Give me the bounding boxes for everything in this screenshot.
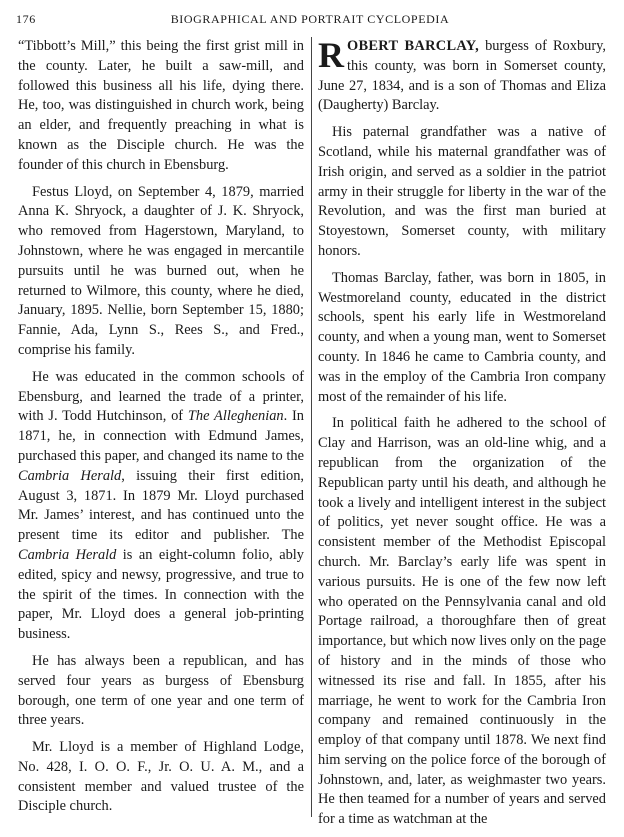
paragraph	[18, 368, 304, 645]
paragraph: Mr. Lloyd is a member of Highland Lodge, No. 428, I. O. O. F., Jr. O. U. A. M., and a consistent member and valued trustee of the Disciple church.	[18, 739, 304, 815]
text-run: . In 1871, he, in connection with Edmund James, purchased this paper, and changed its name to the	[18, 408, 304, 464]
page-header	[16, 12, 604, 30]
column-divider	[311, 37, 312, 817]
drop-cap: R	[318, 35, 344, 75]
paragraph: In political faith he adhered to the school of Clay and Harrison, was an old-line whig, and a republican from the organization of the Republican party until his death, and although he took a lively and intelligent interest in the subject of politics, yet never sought office. He was a consistent member of the Methodist Episcopal church. Mr. Barclay’s early life was spent in various pursuits. He is one of the few now left who operated on the Pennsylvania canal and old Portage railroad, a thoroughfare then of great importance, but which now lives only on the page of history and in the minds of those who witnessed its rise and fall. In 1855, after his marriage, he went to work for the Cambria Iron company and remained continuously in the employ of that company until 1878. We next find him serving on the police force of the borough of Johnstown, and, later, as weighmaster two years. He then teamed for a number of years and served for a time as watchman at the	[318, 415, 606, 828]
left-column	[18, 37, 304, 824]
paragraph: His paternal grandfather was a native of Scotland, while his maternal grandfather was of Irish origin, and served as a soldier in the patriot army in their struggle for liberty in the war of the Revolution, and was the first man buried at Stoyestown, Somerset county, with military honors.	[318, 124, 606, 259]
right-column	[318, 37, 606, 837]
newspaper-title: Cambria Herald	[18, 467, 122, 484]
paragraph: Festus Lloyd, on September 4, 1879, married Anna K. Shryock, a daughter of J. K. Shryock, who removed from Hagerstown, Maryland, to Johnstown, where he was engaged in mercantile pursuits until he was burned out, when he returned to Wilmore, this county, where he died, January, 1895. Nellie, born September 15, 1880; Fannie, Ada, Lynn S., Rees S., and Fred., comprise his family.	[18, 183, 304, 358]
text-run: burgess of Roxbury, this county, was born in Somerset county, June 27, 1834, and is a son of Thomas and Eliza (Daugherty) Barclay.	[318, 38, 606, 114]
newspaper-title: The Alleghenian	[187, 408, 284, 425]
paragraph	[318, 37, 606, 116]
text-run: He was educated in the common schools of Ebensburg, and learned the trade of a printer, with J. Todd Hutchinson, of	[18, 368, 304, 425]
text-run: is an eight-column folio, ably edited, spicy and newsy, progressive, and true to the spirit of the times. In connection with the paper, Mr. Lloyd does a general job-printing business.	[18, 546, 304, 643]
running-title: BIOGRAPHICAL AND PORTRAIT CYCLOPEDIA	[170, 12, 450, 26]
paragraph: Thomas Barclay, father, was born in 1805, in Westmoreland county, educated in the district schools, spent his early life in Westmoreland county, and when a young man, went to Somerset county. In 1846 he came to Cambria county, and was in the employ of the Cambria Iron company most of the remainder of his life.	[318, 269, 606, 405]
page-number: 176	[16, 12, 36, 26]
newspaper-title: Cambria Herald	[18, 546, 117, 563]
paragraph: “Tibbott’s Mill,” this being the first grist mill in the county. Later, he built a saw-mill, and followed this business all his life, dying there. He, too, was distinguished in church work, being an elder, and frequently preaching in what is known as the Disciple church. He was the founder of this church in Ebensburg.	[18, 38, 304, 173]
paragraph: He has always been a republican, and has served four years as burgess of Ebensburg borough, one term of one year and one term of three years.	[18, 652, 304, 729]
text-run: , issuing their first edition, August 3, 1871. In 1879 Mr. Lloyd purchased Mr. James’ interest, and has continued unto the present time its editor and publisher. The	[18, 467, 305, 544]
subject-name: OBERT BARCLAY,	[347, 38, 480, 54]
